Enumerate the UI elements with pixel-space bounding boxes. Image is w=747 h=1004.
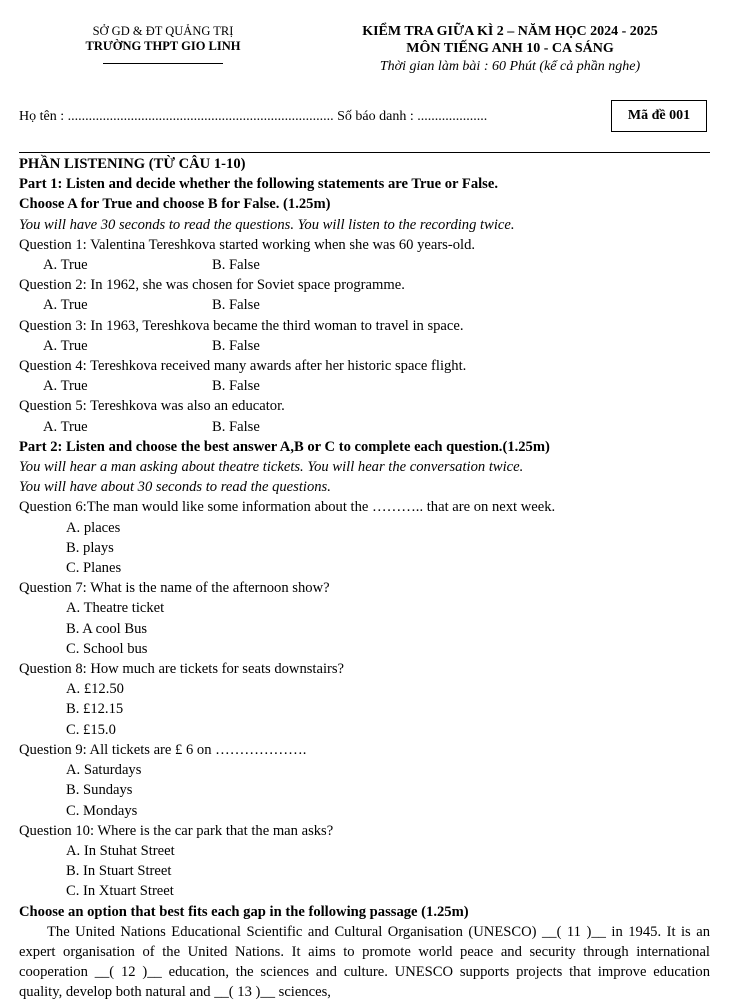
question-2-options — [19, 295, 710, 315]
student-name-field: Họ tên : ............................................................................ — [19, 109, 334, 124]
part1-instruction: You will have 30 seconds to read the questions. You will listen to the recording twice. — [19, 216, 515, 233]
option-a: A. True — [43, 297, 88, 314]
question-9: Question 9: All tickets are £ 6 on ………………. — [19, 741, 307, 758]
question-7: Question 7: What is the name of the afternoon show? — [19, 580, 330, 597]
part1-subtitle: Choose A for True and choose B for False. (1.25m) — [19, 196, 331, 213]
question-3: Question 3: In 1963, Tereshkova became the third woman to travel in space. — [19, 317, 464, 334]
option-b: B. A cool Bus — [66, 620, 148, 637]
student-id-field: Số báo danh : .................... — [337, 109, 488, 124]
option-c: C. In Xtuart Street — [66, 883, 174, 900]
student-info — [19, 109, 487, 125]
option-b: B. False — [212, 378, 260, 395]
question-2: Question 2: In 1962, she was chosen for Soviet space programme. — [19, 277, 405, 294]
option-b: B. False — [212, 337, 260, 354]
part2-title: Part 2: Listen and choose the best answer A,B or C to complete each question.(1.25m) — [19, 438, 550, 455]
option-b: B. £12.15 — [66, 701, 124, 718]
option-b: B. plays — [66, 539, 114, 556]
part2-instruction-1: You will hear a man asking about theatre tickets. You will hear the conversation twice. — [19, 459, 524, 476]
option-a: A. True — [43, 378, 88, 395]
question-1: Question 1: Valentina Tereshkova started working when she was 60 years-old. — [19, 236, 476, 253]
listening-title: PHẦN LISTENING (TỪ CÂU 1-10) — [19, 156, 246, 172]
option-c: C. £15.0 — [66, 721, 116, 738]
question-4: Question 4: Tereshkova received many awards after her historic space flight. — [19, 358, 467, 375]
option-a: A. Saturdays — [66, 762, 142, 779]
part2-instruction-2: You will have about 30 seconds to read the questions. — [19, 479, 331, 496]
question-3-options — [19, 336, 710, 356]
question-10: Question 10: Where is the car park that the man asks? — [19, 822, 334, 839]
option-a: A. True — [43, 257, 88, 274]
part1-title: Part 1: Listen and decide whether the following statements are True or False. — [19, 176, 498, 193]
reading-passage: The United Nations Educational Scientific and Cultural Organisation (UNESCO) __( 11 )__ in 1945. It is an expert organisation of the United Nations. It aims to promote world peace and security through international cooperation __( 12 )__ education, the sciences and culture. UNESCO supports projects that improve education quality, develop both natural and __( 13 )__ sciences, — [19, 923, 710, 1001]
exam-code: Mã đề 001 — [627, 108, 691, 123]
option-b: B. False — [212, 418, 260, 435]
option-a: A. £12.50 — [66, 681, 124, 698]
question-8: Question 8: How much are tickets for seats downstairs? — [19, 661, 345, 678]
question-6: Question 6:The man would like some information about the ……….. that are on next week. — [19, 499, 556, 516]
option-a: A. Theatre ticket — [66, 600, 165, 617]
exam-content — [19, 154, 710, 1003]
option-c: C. School bus — [66, 640, 148, 657]
option-b: B. False — [212, 297, 260, 314]
option-a: A. True — [43, 418, 88, 435]
question-5-options — [19, 417, 710, 437]
header-left — [55, 24, 271, 64]
header-divider — [103, 63, 223, 64]
option-a: A. In Stuhat Street — [66, 842, 175, 859]
option-b: B. False — [212, 257, 260, 274]
question-4-options — [19, 376, 710, 396]
department-name: SỞ GD & ĐT QUẢNG TRỊ — [92, 24, 234, 38]
exam-code-box — [611, 100, 707, 132]
option-a: A. True — [43, 337, 88, 354]
question-1-options — [19, 255, 710, 275]
exam-duration: Thời gian làm bài : 60 Phút (kể cả phần nghe) — [379, 59, 641, 74]
option-c: C. Mondays — [66, 802, 138, 819]
option-c: C. Planes — [66, 560, 122, 577]
option-a: A. places — [66, 519, 121, 536]
section-divider — [19, 152, 710, 153]
exam-subject: MÔN TIẾNG ANH 10 - CA SÁNG — [406, 41, 614, 56]
exam-title: KIỂM TRA GIỮA KÌ 2 – NĂM HỌC 2024 - 2025 — [362, 24, 658, 39]
option-b: B. In Stuart Street — [66, 863, 172, 880]
option-b: B. Sundays — [66, 782, 133, 799]
question-5: Question 5: Tereshkova was also an educator. — [19, 398, 285, 415]
school-name: TRƯỜNG THPT GIO LINH — [85, 39, 241, 53]
reading-title: Choose an option that best fits each gap in the following passage (1.25m) — [19, 903, 469, 920]
header-right — [325, 23, 695, 75]
